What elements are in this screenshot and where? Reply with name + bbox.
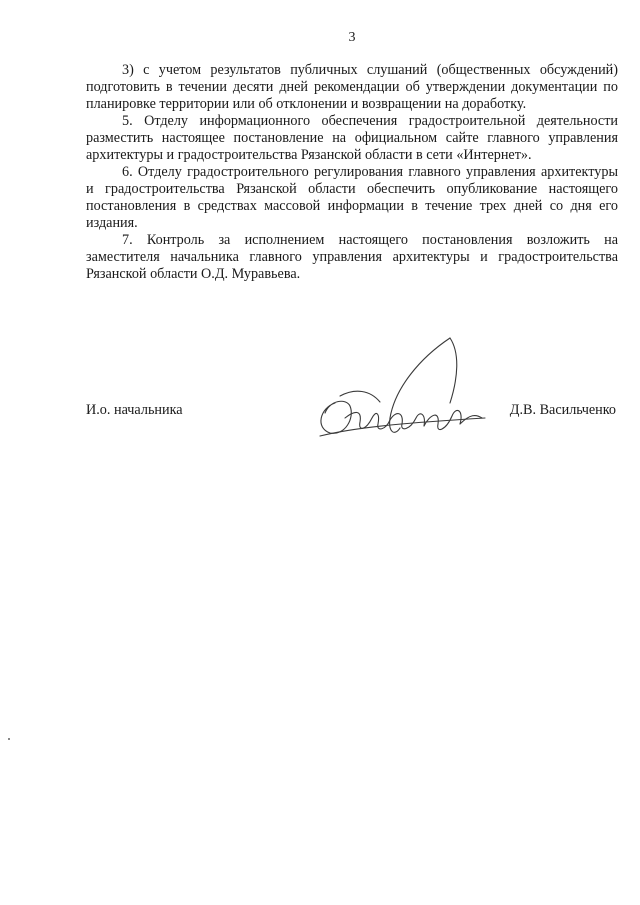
paragraph-5: 5. Отделу информационного обеспечения градостроительной деятельности разместить настоящее постановление на официальном сайте главного управления архитектуры и градостроительства Рязанской области в сети «Интернет». (86, 113, 618, 163)
signer-name: Д.В. Васильченко (509, 402, 616, 418)
page-number: 3 (348, 30, 356, 45)
signer-title: И.о. начальника (86, 402, 183, 418)
signature-block (86, 400, 616, 440)
paragraph-6: 6. Отделу градостроительного регулирования главного управления архитектуры и градостроительства Рязанской области обеспечить опубликование настоящего постановления в средствах массовой информации в течение трех дней со дня его издания. (86, 164, 618, 231)
paragraph-7: 7. Контроль за исполнением настоящего постановления возложить на заместителя начальника главного управления архитектуры и градостроительства Рязанской области О.Д. Муравьева. (86, 232, 618, 282)
paragraph-3: 3) с учетом результатов публичных слушаний (общественных обсуждений) подготовить в течении десяти дней рекомендации об утверждении документации по планировке территории или об отклонении и возвращении на доработку. (86, 62, 618, 112)
document-body (86, 62, 618, 283)
scan-speck (8, 738, 10, 740)
